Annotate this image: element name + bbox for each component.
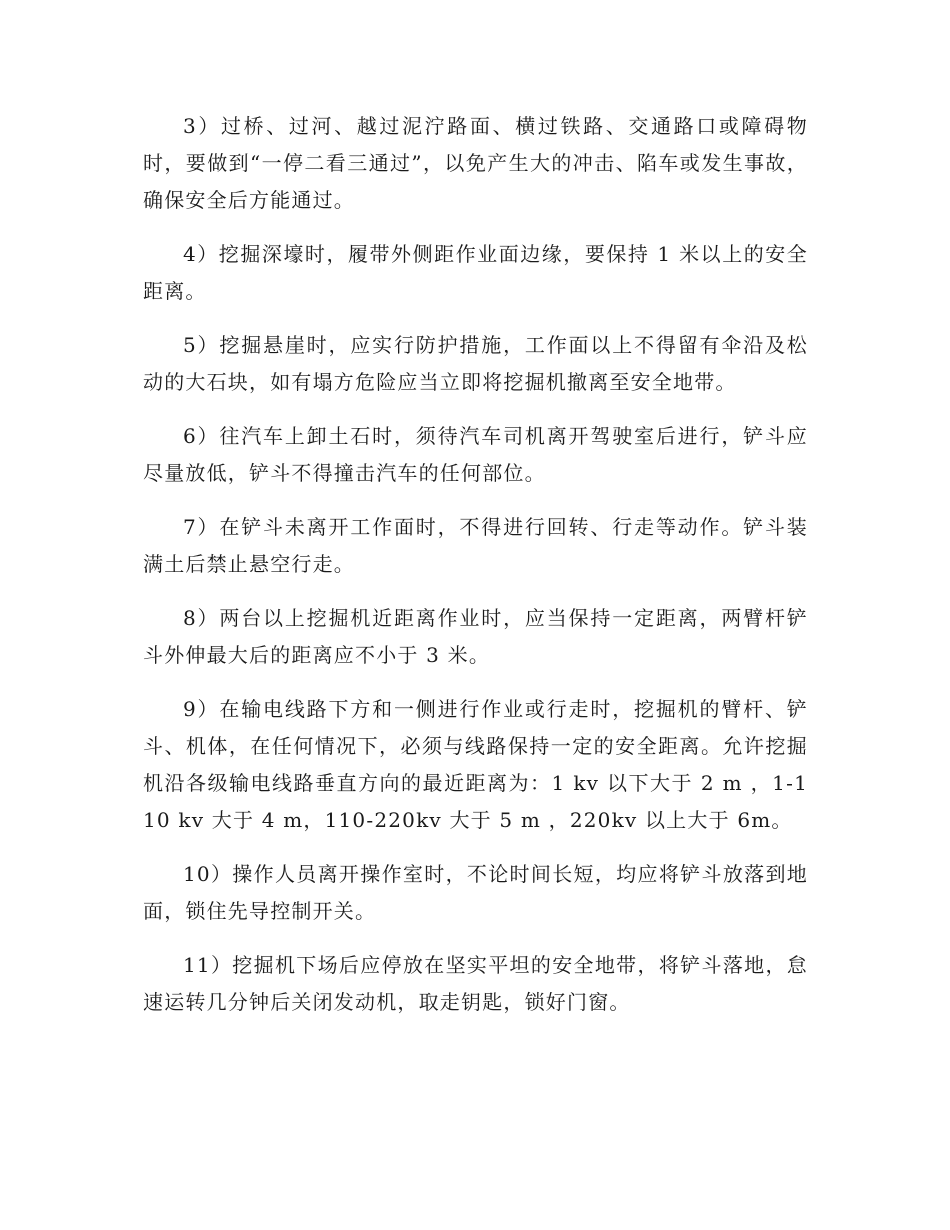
paragraph-item-7: 7）在铲斗未离开工作面时，不得进行回转、行走等动作。铲斗装满土后禁止悬空行走。 <box>143 515 808 576</box>
paragraph-item-9: 9）在输电线路下方和一侧进行作业或行走时，挖掘机的臂杆、铲斗、机体，在任何情况下，必须与线路保持一定的安全距离。允许挖掘机沿各级输电线路垂直方向的最近距离为：1 kv 以下大于 2 m ，1-110 kv 大于 4 m，110-220kv 大于 5 m ，220kv 以上大于 6m。 <box>143 697 808 832</box>
paragraph-item-4: 4）挖掘深壕时，履带外侧距作业面边缘，要保持 1 米以上的安全距离。 <box>143 242 808 303</box>
paragraph-item-10: 10）操作人员离开操作室时，不论时间长短，均应将铲斗放落到地面，锁住先导控制开关。 <box>143 862 808 923</box>
paragraph-item-8: 8）两台以上挖掘机近距离作业时，应当保持一定距离，两臂杆铲斗外伸最大后的距离应不小于 3 米。 <box>143 606 808 667</box>
document-body <box>143 108 808 1038</box>
paragraph-item-6: 6）往汽车上卸土石时，须待汽车司机离开驾驶室后进行，铲斗应尽量放低，铲斗不得撞击汽车的任何部位。 <box>143 424 808 485</box>
paragraph-item-3: 3）过桥、过河、越过泥泞路面、横过铁路、交通路口或障碍物时，要做到“一停二看三通过”，以免产生大的冲击、陷车或发生事故，确保安全后方能通过。 <box>143 114 808 212</box>
paragraph-item-11: 11）挖掘机下场后应停放在坚实平坦的安全地带，将铲斗落地，怠速运转几分钟后关闭发动机，取走钥匙，锁好门窗。 <box>143 953 808 1014</box>
paragraph-item-5: 5）挖掘悬崖时，应实行防护措施，工作面以上不得留有伞沿及松动的大石块，如有塌方危险应当立即将挖掘机撤离至安全地带。 <box>143 333 808 394</box>
